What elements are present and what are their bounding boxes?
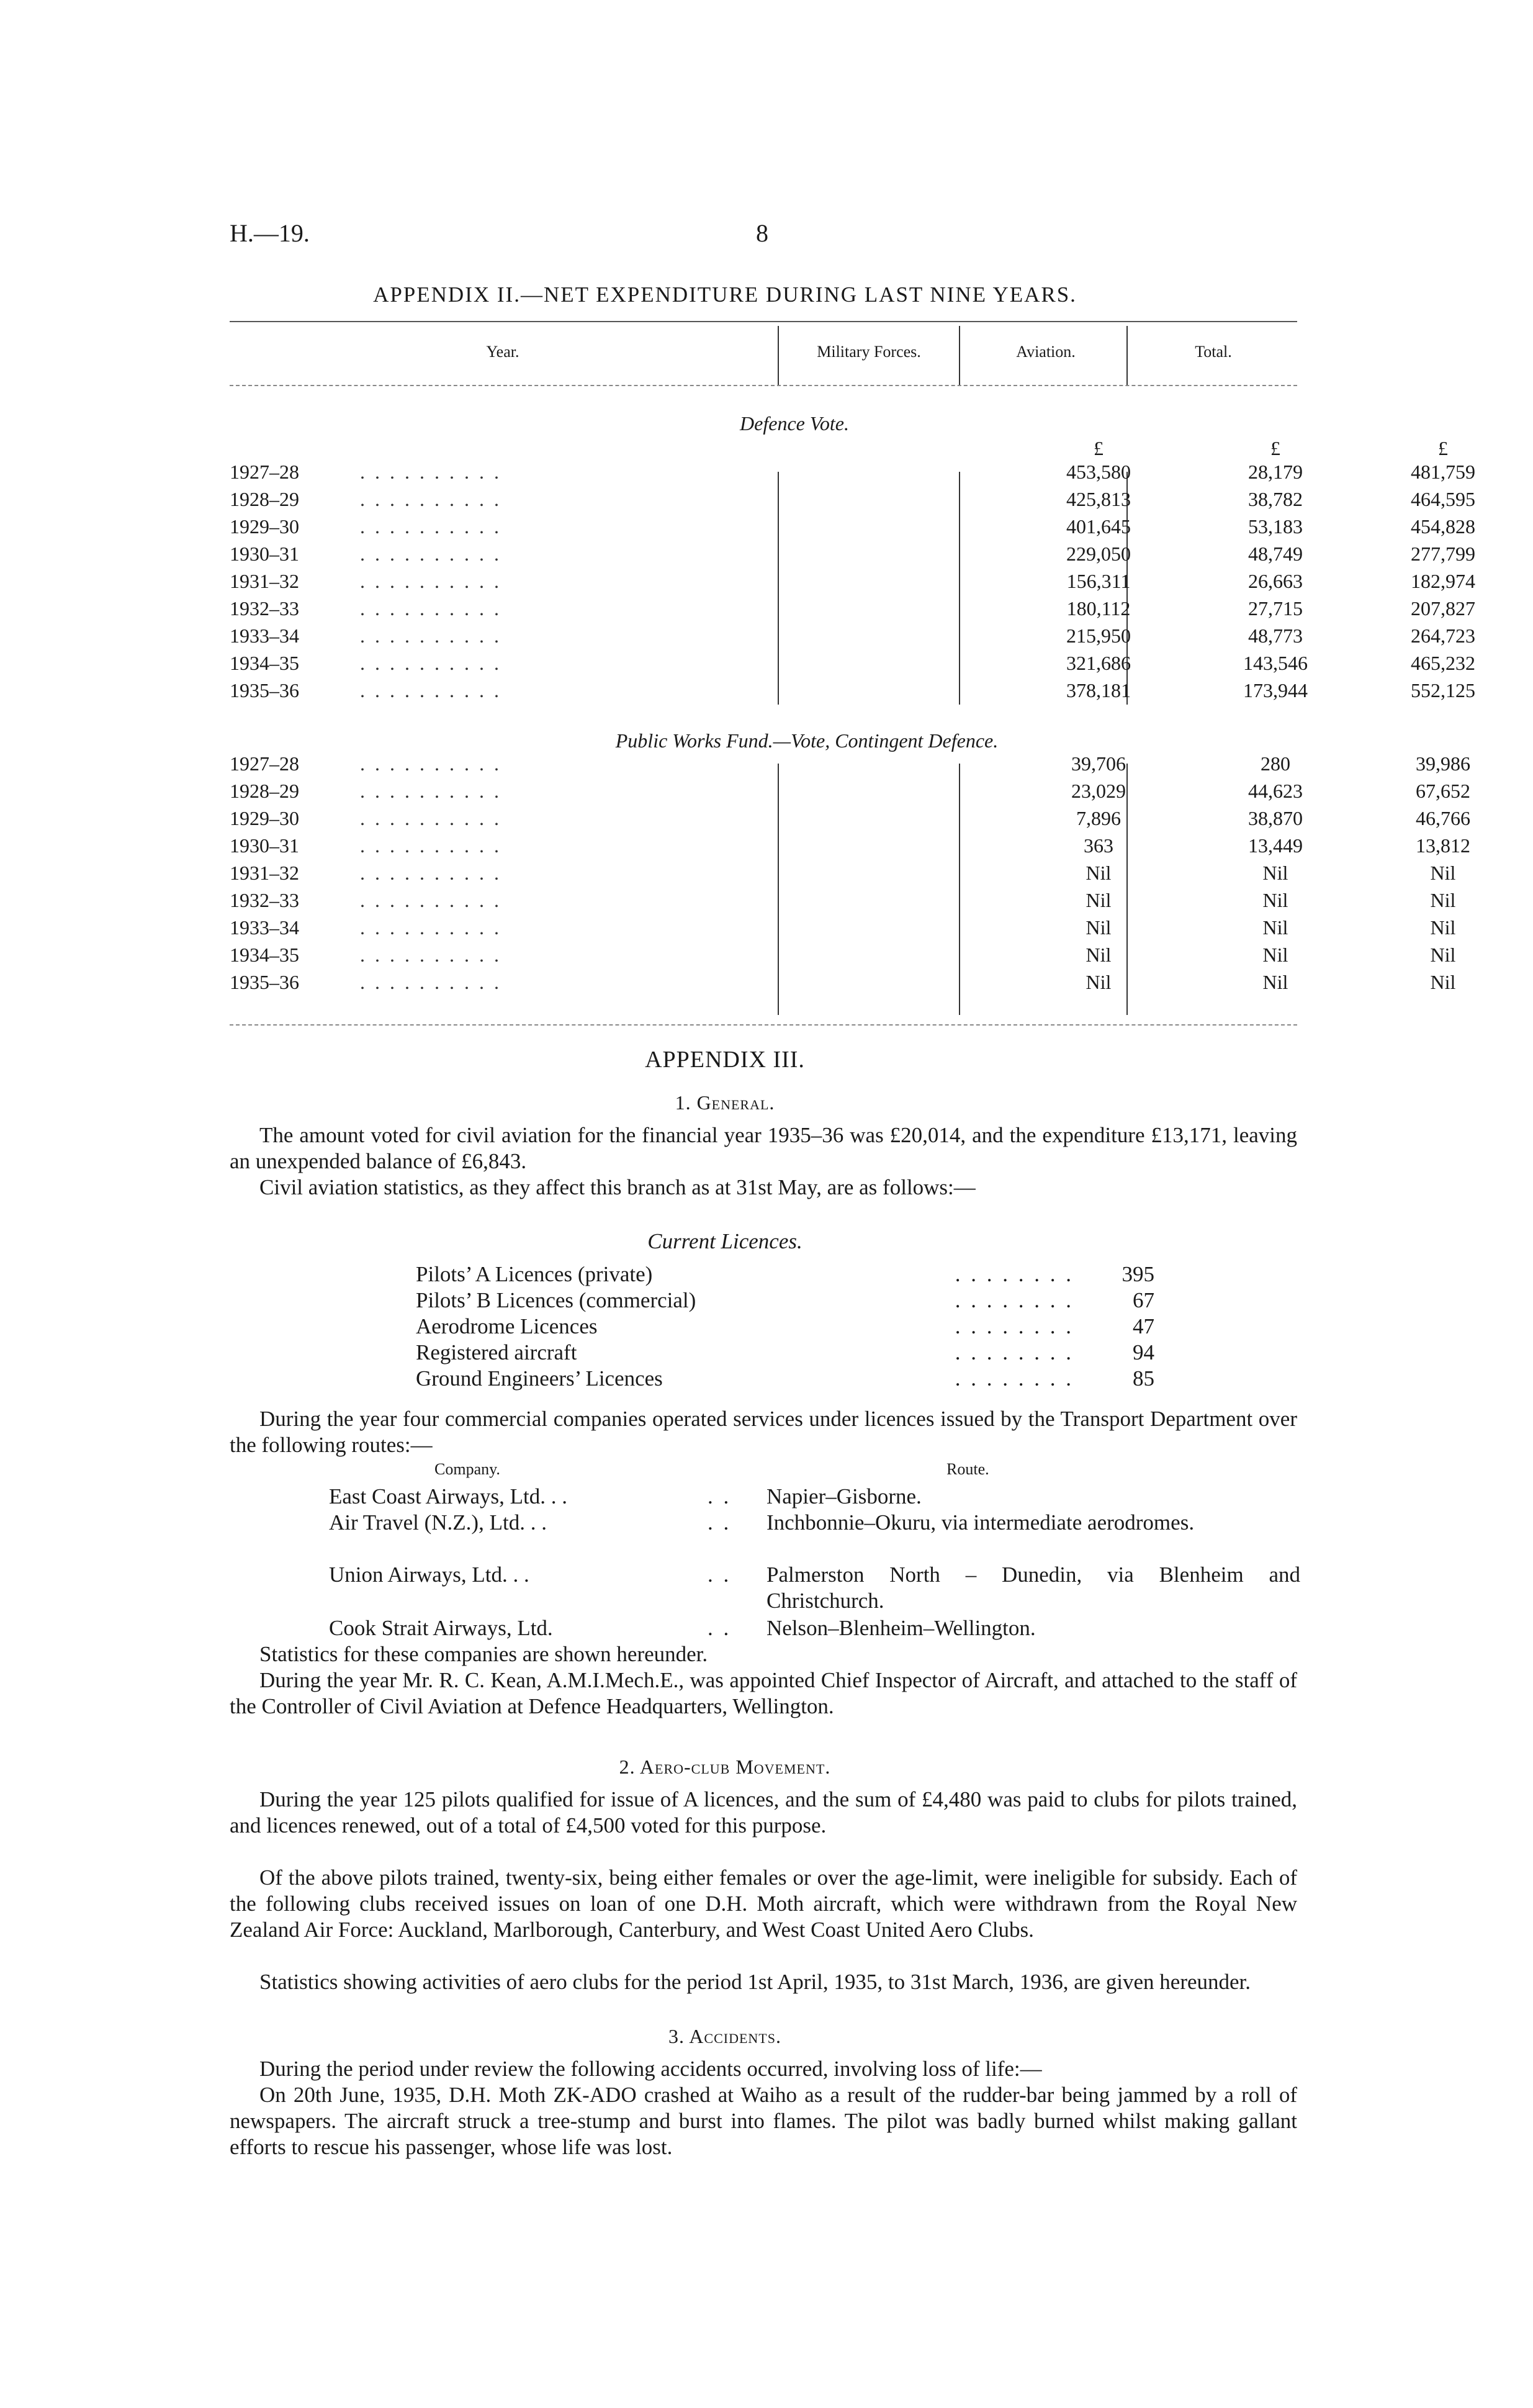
leader-dots: . . . . . . . . [955, 1262, 1074, 1286]
military-cell: 363 [1084, 834, 1113, 857]
table-row [230, 514, 1475, 539]
year-cell: 1928–29 [230, 780, 299, 802]
leader-dots: . . . . . . . . . . [360, 807, 501, 829]
page-number: 8 [756, 219, 768, 247]
year-cell: 1932–33 [230, 889, 299, 911]
year-cell: 1932–33 [230, 597, 299, 620]
aero-paragraph-2: Of the above pilots trained, twenty-six, being either females or over the age-limit, were ineligible for subsidy. Each of the following clubs received issues on loan of one D.H. Moth aircraft, which were withdrawn from the Royal New Zealand Air Force: Auckland, Marlborough, Canterbury, and West Coast United Aero Clubs. [230, 1865, 1297, 1942]
leader-dots: . . . . . . . . [955, 1366, 1074, 1391]
year-cell: 1927–28 [230, 461, 299, 483]
military-cell: 229,050 [1066, 543, 1131, 565]
table-row [230, 623, 1475, 648]
aviation-cell: Nil [1262, 971, 1288, 993]
licence-count: 67 [1133, 1288, 1154, 1312]
col-header-company: Company. [434, 1460, 500, 1478]
leader-dots: . . . . . . . . . . [360, 834, 501, 857]
col-header-route: Route. [946, 1460, 989, 1478]
total-cell: 264,723 [1411, 625, 1475, 647]
leader-dots: . . . . . . . . . . [360, 652, 501, 674]
currency-military: £ [1094, 437, 1104, 459]
company-name: East Coast Airways, Ltd. . . [329, 1484, 567, 1508]
currency-aviation: £ [1270, 437, 1280, 459]
military-cell: 321,686 [1066, 652, 1131, 674]
leader-dots: . . . . . . . . . . [360, 889, 501, 911]
col-header-aviation: Aviation. [1016, 343, 1076, 361]
table-row [230, 487, 1475, 512]
military-cell: 378,181 [1066, 679, 1131, 701]
col-header-military: Military Forces. [817, 343, 921, 361]
military-cell: Nil [1086, 916, 1112, 939]
aviation-cell: Nil [1262, 862, 1288, 884]
military-cell: Nil [1086, 944, 1112, 966]
year-cell: 1928–29 [230, 488, 299, 510]
table-header-rule [230, 385, 1297, 386]
licence-count: 47 [1133, 1314, 1154, 1338]
total-cell: Nil [1430, 944, 1456, 966]
year-cell: 1930–31 [230, 834, 299, 857]
company-route: Nelson–Blenheim–Wellington. [767, 1616, 1036, 1640]
aviation-cell: 13,449 [1248, 834, 1303, 857]
aviation-cell: 173,944 [1243, 679, 1308, 701]
year-cell: 1934–35 [230, 944, 299, 966]
aviation-cell: 26,663 [1248, 570, 1303, 592]
heading-general: 1. General. [675, 1091, 775, 1114]
companies-intro: During the year four commercial companies operated services under licences issued by the Transport Department over the following routes:— [230, 1407, 1297, 1457]
military-cell: 7,896 [1076, 807, 1121, 829]
military-cell: Nil [1086, 971, 1112, 993]
year-cell: 1934–35 [230, 652, 299, 674]
total-cell: 67,652 [1416, 780, 1470, 802]
military-cell: 401,645 [1066, 515, 1131, 538]
year-cell: 1929–30 [230, 807, 299, 829]
table-row [230, 833, 1470, 858]
column-rule [1126, 326, 1128, 385]
company-row [0, 1562, 1450, 1614]
leader-dots: . . [708, 1510, 732, 1535]
total-cell: 46,766 [1416, 807, 1470, 829]
leader-dots: . . . . . . . . . . [360, 461, 501, 483]
aviation-cell: 38,782 [1248, 488, 1303, 510]
aviation-cell: Nil [1262, 944, 1288, 966]
leader-dots: . . . . . . . . [955, 1340, 1074, 1364]
licence-count: 94 [1133, 1340, 1154, 1364]
total-cell: 39,986 [1416, 752, 1470, 775]
table-row [230, 751, 1470, 776]
licence-row [416, 1314, 1154, 1340]
table-row [230, 678, 1475, 703]
total-cell: Nil [1430, 862, 1456, 884]
accidents-paragraph-1: During the period under review the following accidents occurred, involving loss of life:— [259, 2057, 1042, 2081]
leader-dots: . . . . . . . . . . [360, 488, 501, 510]
licence-row [416, 1366, 1154, 1392]
table-row [230, 541, 1475, 566]
aviation-cell: Nil [1262, 889, 1288, 911]
licence-row [416, 1287, 1154, 1314]
leader-dots: . . . . . . . . . . [360, 597, 501, 620]
currency-total: £ [1438, 437, 1448, 459]
leader-dots: . . [708, 1616, 732, 1640]
total-cell: 454,828 [1411, 515, 1475, 538]
accidents-paragraph-2: On 20th June, 1935, D.H. Moth ZK-ADO crashed at Waiho as a result of the rudder-bar being jammed by a roll of newspapers. The aircraft struck a tree-stump and burst into flames. The pilot was badly burned whilst making gallant efforts to rescue his passenger, whose life was lost. [230, 2083, 1297, 2159]
page-reference: H.—19. [230, 219, 310, 247]
company-route: Palmerston North – Dunedin, via Blenheim and Christchurch. [767, 1562, 1300, 1613]
table-row [230, 970, 1456, 994]
total-cell: 182,974 [1411, 570, 1475, 592]
aviation-cell: 48,749 [1248, 543, 1303, 565]
aero-paragraph-3: Statistics showing activities of aero clubs for the period 1st April, 1935, to 31st March, 1936, are given hereunder. [259, 1970, 1251, 1994]
aviation-cell: Nil [1262, 916, 1288, 939]
licence-label: Pilots’ B Licences (commercial) [416, 1288, 696, 1312]
company-row [0, 1615, 1450, 1641]
aviation-cell: 44,623 [1248, 780, 1303, 802]
general-paragraph-4: During the year Mr. R. C. Kean, A.M.I.Mech.E., was appointed Chief Inspector of Aircraft, and attached to the staff of the Controller of Civil Aviation at Defence Headquarters, Wellington. [230, 1668, 1297, 1718]
leader-dots: . . . . . . . . . . [360, 971, 501, 993]
licence-row [416, 1261, 1154, 1287]
leader-dots: . . . . . . . . . . [360, 752, 501, 775]
col-header-year: Year. [486, 343, 519, 361]
section-defence-vote: Defence Vote. [740, 412, 849, 435]
column-rule [959, 326, 960, 385]
company-name: Cook Strait Airways, Ltd. [329, 1616, 553, 1640]
military-cell: 425,813 [1066, 488, 1131, 510]
table-row [230, 915, 1456, 940]
leader-dots: . . [708, 1562, 732, 1587]
company-route: Napier–Gisborne. [767, 1484, 922, 1508]
table-row [230, 942, 1456, 967]
heading-current-licences: Current Licences. [647, 1229, 802, 1253]
leader-dots: . . . . . . . . . . [360, 515, 501, 538]
table-row [230, 778, 1470, 803]
table-bottom-rule [230, 1024, 1297, 1026]
table-row [230, 459, 1475, 484]
total-cell: 552,125 [1411, 679, 1475, 701]
total-cell: 465,232 [1411, 652, 1475, 674]
total-cell: 277,799 [1411, 543, 1475, 565]
leader-dots: . . . . . . . . [955, 1288, 1074, 1312]
aviation-cell: 27,715 [1248, 597, 1303, 620]
aviation-cell: 28,179 [1248, 461, 1303, 483]
total-cell: Nil [1430, 916, 1456, 939]
leader-dots: . . . . . . . . [955, 1314, 1074, 1338]
col-header-total: Total. [1195, 343, 1232, 361]
year-cell: 1933–34 [230, 916, 299, 939]
leader-dots: . . . . . . . . . . [360, 543, 501, 565]
military-cell: 215,950 [1066, 625, 1131, 647]
heading-accidents: 3. Accidents. [668, 2025, 781, 2047]
total-cell: 13,812 [1416, 834, 1470, 857]
leader-dots: . . . . . . . . . . [360, 862, 501, 884]
currency-row [230, 436, 1448, 461]
leader-dots: . . . . . . . . . . [360, 780, 501, 802]
licence-count: 395 [1122, 1262, 1154, 1286]
aero-paragraph-1: During the year 125 pilots qualified for issue of A licences, and the sum of £4,480 was paid to clubs for pilots trained, and licences renewed, out of a total of £4,500 voted for this purpose. [230, 1787, 1297, 1838]
year-cell: 1935–36 [230, 679, 299, 701]
aviation-cell: 280 [1261, 752, 1290, 775]
general-paragraph-1: The amount voted for civil aviation for the financial year 1935–36 was £20,014, and the expenditure £13,171, leaving an unexpended balance of £6,843. [230, 1123, 1297, 1173]
appendix-2-title: APPENDIX II.—NET EXPENDITURE DURING LAST NINE YEARS. [373, 282, 1077, 307]
table-row [230, 569, 1475, 593]
table-row [230, 651, 1475, 675]
aviation-cell: 53,183 [1248, 515, 1303, 538]
total-cell: 207,827 [1411, 597, 1475, 620]
military-cell: 180,112 [1066, 597, 1131, 620]
leader-dots: . . . . . . . . . . [360, 916, 501, 939]
leader-dots: . . . . . . . . . . [360, 944, 501, 966]
company-name: Air Travel (N.Z.), Ltd. . . [329, 1510, 547, 1535]
military-cell: 156,311 [1066, 570, 1131, 592]
military-cell: 23,029 [1071, 780, 1126, 802]
section-public-works: Public Works Fund.—Vote, Contingent Defence. [615, 729, 999, 752]
licence-label: Registered aircraft [416, 1340, 577, 1364]
year-cell: 1930–31 [230, 543, 299, 565]
total-cell: Nil [1430, 889, 1456, 911]
aviation-cell: 143,546 [1243, 652, 1308, 674]
year-cell: 1935–36 [230, 971, 299, 993]
appendix-3-title: APPENDIX III. [645, 1047, 805, 1073]
leader-dots: . . . . . . . . . . [360, 625, 501, 647]
licence-label: Aerodrome Licences [416, 1314, 598, 1338]
total-cell: 464,595 [1411, 488, 1475, 510]
column-rule [778, 326, 779, 385]
year-cell: 1931–32 [230, 862, 299, 884]
table-row [230, 806, 1470, 831]
company-row [0, 1484, 1450, 1510]
table-row [230, 860, 1456, 885]
company-row [0, 1510, 1450, 1562]
heading-aero-club: 2. Aero-club Movement. [619, 1756, 831, 1778]
licence-label: Pilots’ A Licences (private) [416, 1262, 653, 1286]
licence-count: 85 [1133, 1366, 1154, 1391]
licence-row [416, 1340, 1154, 1366]
year-cell: 1931–32 [230, 570, 299, 592]
licence-label: Ground Engineers’ Licences [416, 1366, 663, 1391]
table-row [230, 888, 1456, 913]
total-cell: Nil [1430, 971, 1456, 993]
year-cell: 1933–34 [230, 625, 299, 647]
aviation-cell: 38,870 [1248, 807, 1303, 829]
leader-dots: . . [708, 1484, 732, 1508]
aviation-cell: 48,773 [1248, 625, 1303, 647]
general-paragraph-2: Civil aviation statistics, as they affect this branch as at 31st May, are as follows:— [259, 1175, 976, 1199]
year-cell: 1929–30 [230, 515, 299, 538]
year-cell: 1927–28 [230, 752, 299, 775]
table-row [230, 596, 1475, 621]
military-cell: 39,706 [1071, 752, 1126, 775]
general-paragraph-3: Statistics for these companies are shown hereunder. [259, 1642, 708, 1666]
military-cell: Nil [1086, 862, 1112, 884]
company-route: Inchbonnie–Okuru, via intermediate aerodromes. [767, 1510, 1195, 1535]
total-cell: 481,759 [1411, 461, 1475, 483]
company-name: Union Airways, Ltd. . . [329, 1562, 529, 1587]
military-cell: Nil [1086, 889, 1112, 911]
leader-dots: . . . . . . . . . . [360, 570, 501, 592]
leader-dots: . . . . . . . . . . [360, 679, 501, 701]
table-top-rule [230, 321, 1297, 322]
military-cell: 453,580 [1066, 461, 1131, 483]
